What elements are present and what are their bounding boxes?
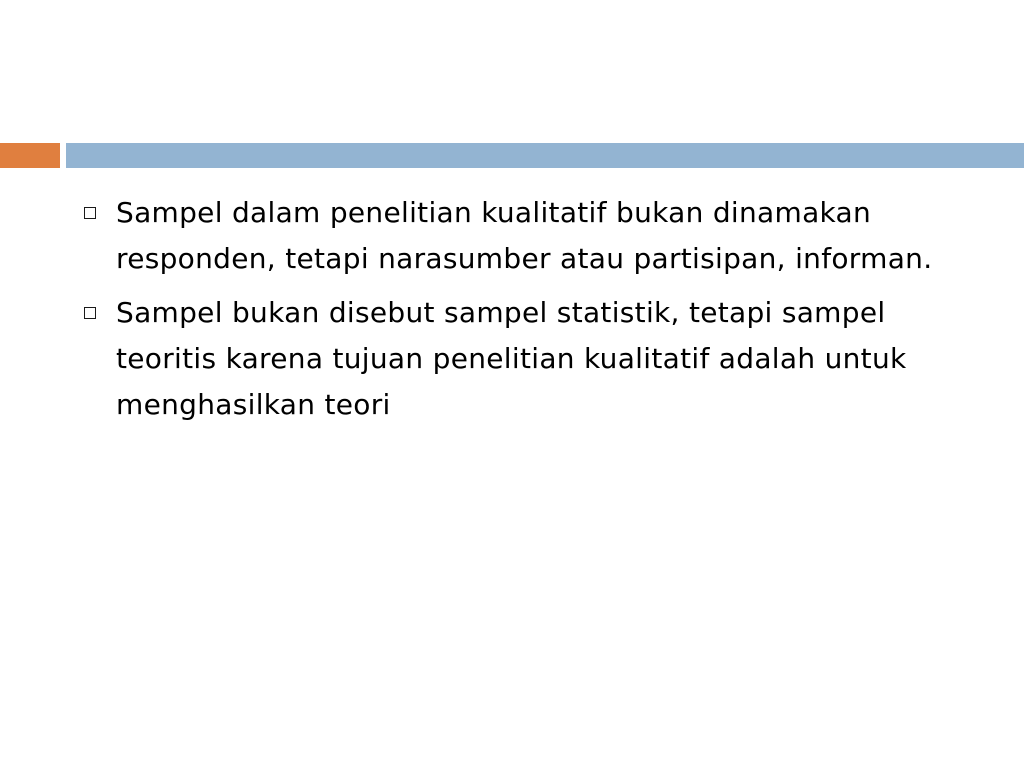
header-accent-bar [0, 143, 60, 168]
hollow-square-bullet-icon [84, 207, 96, 219]
bullet-text: Sampel dalam penelitian kualitatif bukan dinamakan responden, tetapi narasumber atau partisipan, informan. [116, 196, 933, 275]
hollow-square-bullet-icon [84, 307, 96, 319]
bullet-list [80, 190, 960, 436]
list-item [80, 290, 960, 428]
list-item [80, 190, 960, 282]
bullet-text: Sampel bukan disebut sampel statistik, tetapi sampel teoritis karena tujuan penelitian kualitatif adalah untuk menghasilkan teori [116, 296, 907, 421]
header-title-bar [66, 143, 1024, 168]
